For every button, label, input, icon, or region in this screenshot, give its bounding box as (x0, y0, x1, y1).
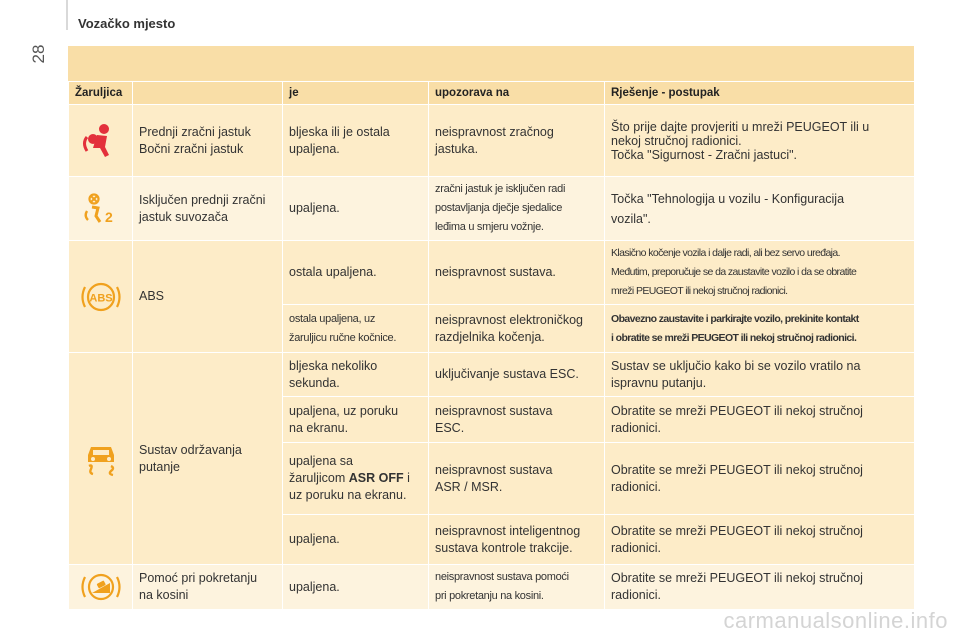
hill-start-assist-icon (81, 569, 121, 605)
rjesenje-cell: Obratite se mreži PEUGEOT ili nekoj stručnoj radionici. (605, 397, 915, 443)
name-cell: Isključen prednji zračni jastuk suvozača (133, 177, 283, 241)
svg-text:2: 2 (104, 208, 113, 225)
page-edge-bar (66, 0, 68, 30)
je-cell: upaljena. (283, 177, 429, 241)
je-cell: ostala upaljena. (283, 241, 429, 305)
airbag-warning-icon (81, 121, 121, 161)
rjesenje-cell: Obavezno zaustavite i parkirajte vozilo, prekinite kontakt i obratite se mreži PEUGEOT ili nekoj stručnoj radionici. (605, 305, 915, 353)
je-cell: upaljena. (283, 515, 429, 565)
upozorava-cell: neispravnost elektroničkog razdjelnika kočenja. (429, 305, 605, 353)
header-je: je (283, 82, 429, 105)
abs-icon (81, 277, 121, 317)
icon-cell (69, 177, 133, 241)
asr-off-label: ASR OFF (348, 471, 404, 485)
table-top-band (68, 46, 914, 81)
upozorava-cell: neispravnost sustava ESC. (429, 397, 605, 443)
rjesenje-cell: Sustav se uključio kako bi se vozilo vratilo na ispravnu putanju. (605, 353, 915, 397)
icon-cell (69, 241, 133, 353)
section-title: Vozačko mjesto (78, 16, 176, 31)
watermark: carmanualsonline.info (723, 608, 948, 633)
rjesenje-cell: Obratite se mreži PEUGEOT ili nekoj stručnoj radionici. (605, 515, 915, 565)
name-cell: Prednji zračni jastuk Bočni zračni jastuk (133, 105, 283, 177)
name-cell: Sustav održavanja putanje (133, 353, 283, 565)
je-prefix: upaljena sa žaruljicom (289, 454, 353, 485)
rjesenje-cell: Obratite se mreži PEUGEOT ili nekoj stručnoj radionici. (605, 565, 915, 610)
header-upozorava: upozorava na (429, 82, 605, 105)
je-cell: bljeska nekoliko sekunda. (283, 353, 429, 397)
svg-text:ABS: ABS (88, 292, 113, 304)
je-cell: bljeska ili je ostala upaljena. (283, 105, 429, 177)
table-row (69, 353, 915, 397)
esc-icon (83, 441, 119, 477)
table-row (69, 241, 915, 305)
upozorava-cell: neispravnost sustava ASR / MSR. (429, 443, 605, 515)
icon-cell (69, 353, 133, 565)
icon-cell (69, 105, 133, 177)
table-row (69, 177, 915, 241)
header-rjesenje: Rješenje - postupak (605, 82, 915, 105)
upozorava-cell: neispravnost inteligentnog sustava kontrole trakcije. (429, 515, 605, 565)
table-row (69, 105, 915, 177)
header-zaruljica: Žaruljica (69, 82, 133, 105)
je-suffix: i uz poruku na ekranu. (289, 471, 410, 502)
je-cell: upaljena, uz poruku na ekranu. (283, 397, 429, 443)
je-cell: upaljena. (283, 565, 429, 610)
upozorava-cell: neispravnost zračnog jastuka. (429, 105, 605, 177)
rjesenje-cell: Što prije dajte provjeriti u mreži PEUGEOT ili u nekoj stručnoj radionici. Točka "Sigurnost - Zračni jastuci". (605, 105, 915, 177)
table-header-row (69, 82, 915, 105)
upozorava-cell: zračni jastuk je isključen radi postavljanja dječje sjedalice leđima u smjeru vožnje. (429, 177, 605, 241)
upozorava-cell: uključivanje sustava ESC. (429, 353, 605, 397)
rjesenje-cell: Klasično kočenje vozila i dalje radi, ali bez servo uređaja. Međutim, preporučuje se da zaustavite vozilo i da se obratite mreži PEUGEOT ili nekoj stručnoj radionici. (605, 241, 915, 305)
upozorava-cell: neispravnost sustava pomoći pri pokretanju na kosini. (429, 565, 605, 610)
rjesenje-cell: Obratite se mreži PEUGEOT ili nekoj stručnoj radionici. (605, 443, 915, 515)
icon-cell (69, 565, 133, 610)
passenger-airbag-off-icon (83, 191, 119, 227)
je-cell: ostala upaljena, uz žaruljicu ručne kočnice. (283, 305, 429, 353)
rjesenje-cell: Točka "Tehnologija u vozilu - Konfiguracija vozila". (605, 177, 915, 241)
name-cell: ABS (133, 241, 283, 353)
upozorava-cell: neispravnost sustava. (429, 241, 605, 305)
table-row (69, 565, 915, 610)
page-number: 28 (29, 44, 48, 64)
name-cell: Pomoć pri pokretanju na kosini (133, 565, 283, 610)
header-name (133, 82, 283, 105)
je-cell (283, 443, 429, 515)
warning-lights-table (68, 46, 914, 610)
